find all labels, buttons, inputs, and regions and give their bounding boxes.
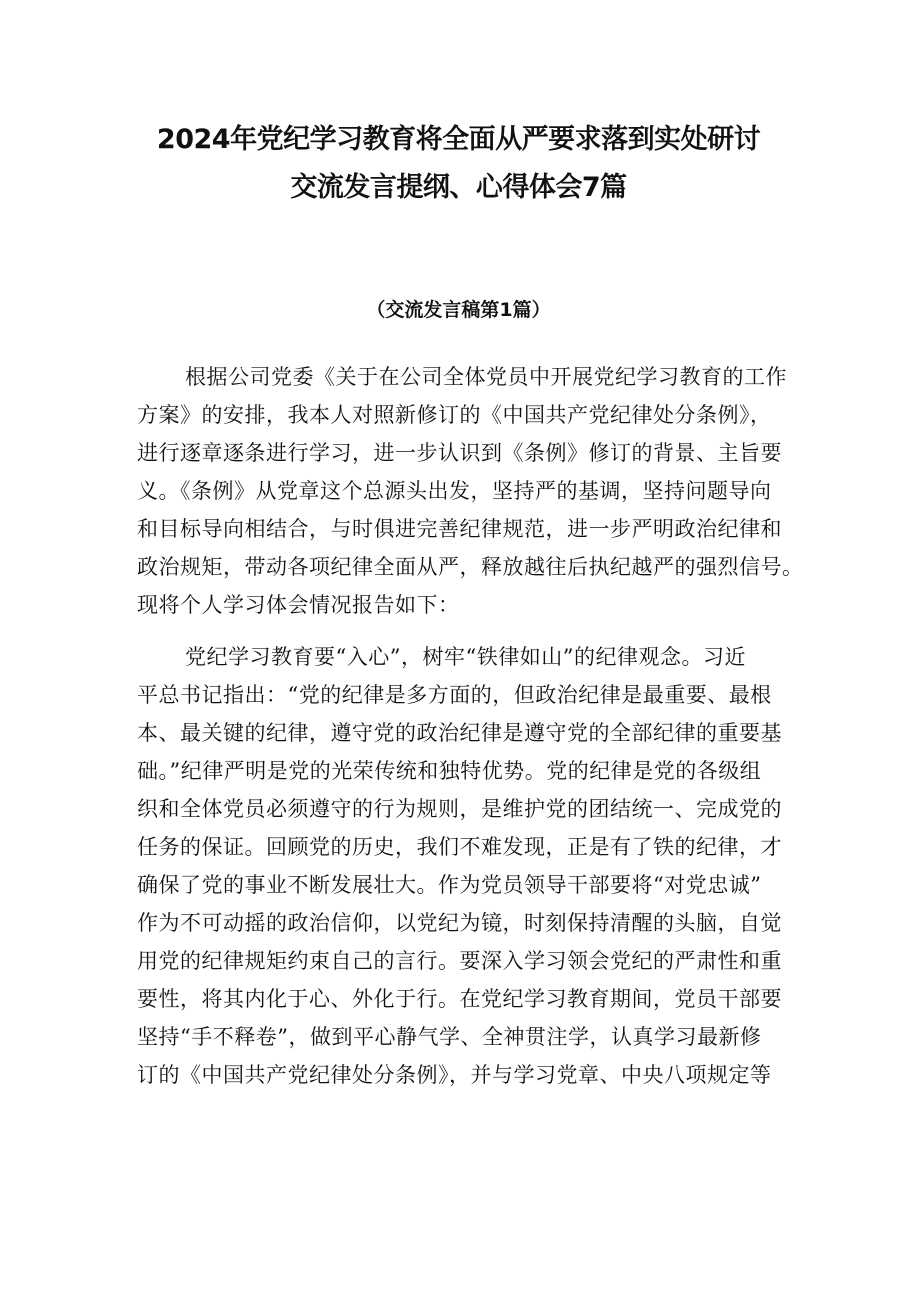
document-title [137,0,780,212]
paragraph-line: 平总书记指出：“党的纪律是多方面的，但政治纪律是最重要、最根 [137,683,772,707]
paragraph-line: 坚持“手不释卷”，做到平心静气学、全神贯注学，认真学习最新修 [137,1025,762,1049]
title-line-2: 交流发言提纲、心得体会7篇 [290,172,627,203]
paragraph-line: 现将个人学习体会情况报告如下： [137,593,460,617]
paragraph-line: 进行逐章逐条进行学习，进一步认识到《条例》修订的背景、主旨要 [137,441,782,465]
paragraph-line: 义。《条例》从党章这个总源头出发，坚持严的基调，坚持问题导向 [137,479,772,503]
paragraph-line: 方案》的安排，我本人对照新修订的《中国共产党纪律处分条例》， [137,403,772,427]
paragraph-line: 和目标导向相结合，与时俱进完善纪律规范，进一步严明政治纪律和 [137,517,782,541]
paragraph-2 [137,638,780,1094]
paragraph-line: 本、最关键的纪律，遵守党的政治纪律是遵守党的全部纪律的重要基 [137,721,782,745]
paragraph-line: 任务的保证。回顾党的历史，我们不难发现，正是有了铁的纪律，才 [137,835,782,859]
paragraph-1 [137,358,804,624]
paragraph-line: 党纪学习教育要“入心”，树牢“铁律如山”的纪律观念。习近 [185,645,746,669]
title-line-1: 2024年党纪学习教育将全面从严要求落到实处研讨 [156,124,761,155]
section-heading: （交流发言稿第1篇） [366,299,551,321]
paragraph-line: 作为不可动摇的政治信仰，以党纪为镜，时刻保持清醒的头脑，自觉 [137,911,782,935]
paragraph-line: 用党的纪律规矩约束自己的言行。要深入学习领会党纪的严肃性和重 [137,949,782,973]
paragraph-line: 确保了党的事业不断发展壮大。作为党员领导干部要将“对党忠诚” [137,873,762,897]
paragraph-line: 础。”纪律严明是党的光荣传统和独特优势。党的纪律是党的各级组 [137,759,762,783]
paragraph-line: 订的《中国共产党纪律处分条例》，并与学习党章、中央八项规定等 [137,1063,772,1087]
paragraph-line: 要性，将其内化于心、外化于行。在党纪学习教育期间，党员干部要 [137,987,782,1011]
paragraph-line: 政治规矩，带动各项纪律全面从严，释放越往后执纪越严的强烈信号。 [137,555,804,579]
paragraph-line: 织和全体党员必须遵守的行为规则，是维护党的团结统一、完成党的 [137,797,782,821]
paragraph-line: 根据公司党委《关于在公司全体党员中开展党纪学习教育的工作 [185,365,787,389]
